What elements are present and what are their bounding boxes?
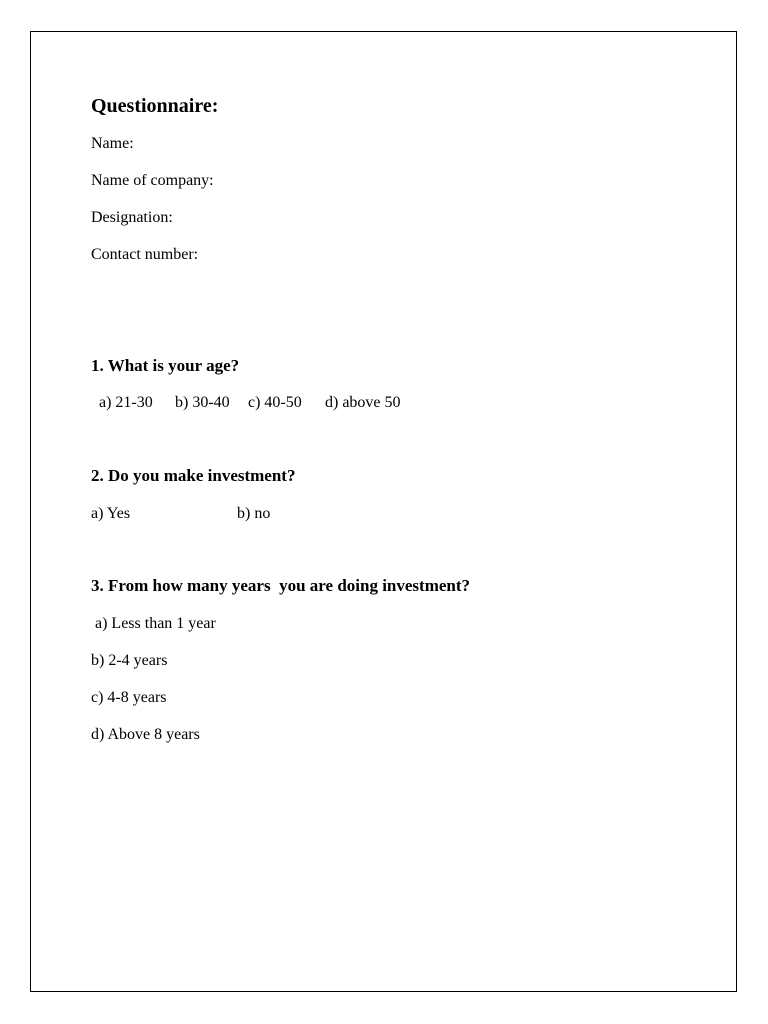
question-2: 2. Do you make investment? bbox=[91, 466, 296, 485]
question-1-option-b: b) 30-40 bbox=[175, 394, 230, 411]
question-2-option-a: a) Yes bbox=[91, 505, 131, 522]
question-1-option-d: d) above 50 bbox=[325, 394, 401, 411]
question-3: 3. From how many years you are doing investment? bbox=[91, 576, 471, 595]
question-3-option-b: b) 2-4 years bbox=[91, 652, 168, 669]
question-3-option-d: d) Above 8 years bbox=[91, 726, 200, 743]
question-2-option-b: b) no bbox=[237, 505, 271, 522]
question-1-option-c: c) 40-50 bbox=[248, 394, 302, 411]
question-3-option-a: a) Less than 1 year bbox=[95, 615, 216, 632]
page-title: Questionnaire: bbox=[91, 95, 219, 117]
field-name-label: Name: bbox=[91, 135, 134, 152]
field-designation-label: Designation: bbox=[91, 209, 173, 226]
question-1: 1. What is your age? bbox=[91, 356, 240, 375]
field-contact-label: Contact number: bbox=[91, 246, 199, 263]
question-1-option-a: a) 21-30 bbox=[99, 394, 153, 411]
question-3-option-c: c) 4-8 years bbox=[91, 689, 167, 706]
field-company-label: Name of company: bbox=[91, 172, 214, 189]
